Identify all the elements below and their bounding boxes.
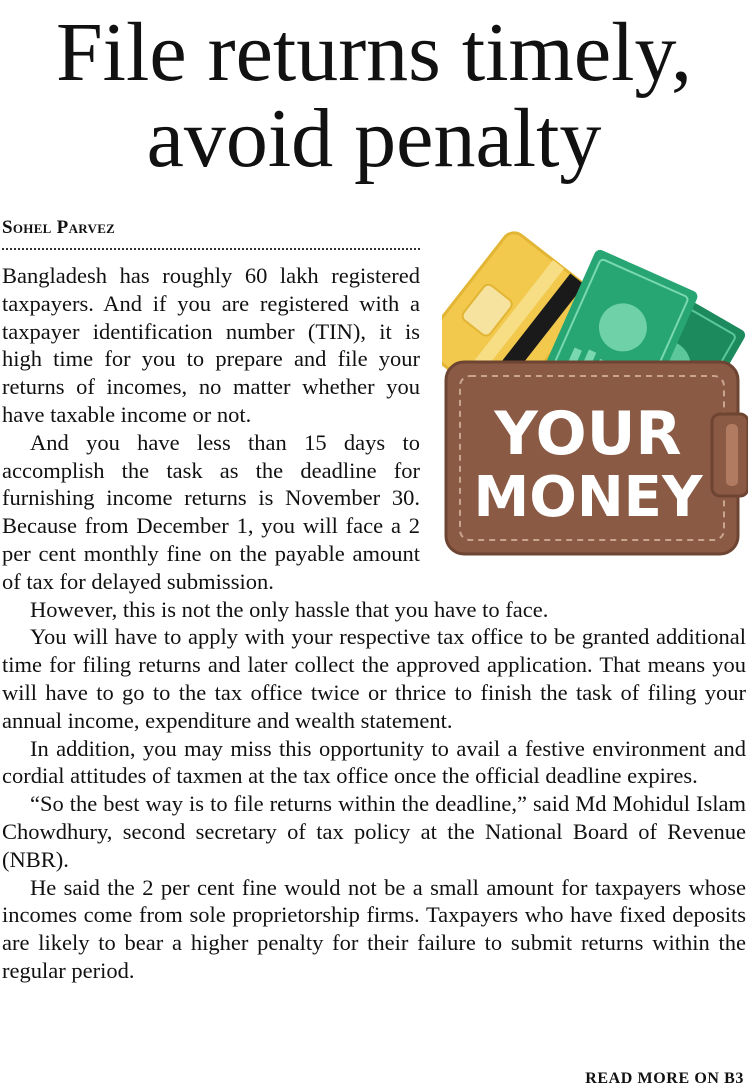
illustration-wrap-spacer: [420, 262, 746, 562]
headline-line-1: File returns timely,: [55, 6, 693, 99]
article-paragraph: You will have to apply with your respective tax office to be granted additional time for filing returns and later collect the approved application. That means you will have to go to the tax office twice or thrice to finish the task of filing your annual income, expenditure and wealth statement.: [2, 624, 746, 733]
article-paragraph: However, this is not the only hassle that you have to face.: [30, 596, 549, 622]
read-more-link[interactable]: READ MORE ON B3: [585, 1070, 744, 1087]
headline: [0, 6, 748, 185]
byline-divider: [2, 248, 420, 250]
headline-line-2: avoid penalty: [146, 92, 602, 185]
byline: Sohel Parvez: [2, 217, 116, 238]
article-paragraph: He said the 2 per cent fine would not be a small amount for taxpayers whose incomes come from sole proprietorship firms. Taxpayers who have fixed deposits are likely to bear a higher penalty for their failure to submit returns within the regular period.: [2, 874, 746, 983]
article-paragraph: Bangladesh has roughly 60 lakh registered taxpayers. And if you are registered with a taxpayer identification number (TIN), it is high time for you to prepare and file your returns of incomes, no matter whether you have taxable income or not.: [2, 263, 420, 427]
wallet-label-line-1: YOUR: [494, 399, 682, 469]
article-paragraph: And you have less than 15 days to accomplish the task as the deadline for furnishing income returns is November 30. Because from December 1, you will face a 2 per cent monthly fine on the payable amount of tax for delayed submission.: [2, 429, 420, 594]
article-paragraph: “So the best way is to file returns within the deadline,” said Md Mohidul Islam Chowdhury, second secretary of tax policy at the National Board of Revenue (NBR).: [2, 791, 746, 872]
article-paragraph: In addition, you may miss this opportunity to avail a festive environment and cordial attitudes of taxmen at the tax office once the official deadline expires.: [2, 735, 746, 789]
article-body: [2, 262, 746, 985]
wallet-label-line-2: MONEY: [473, 465, 703, 530]
